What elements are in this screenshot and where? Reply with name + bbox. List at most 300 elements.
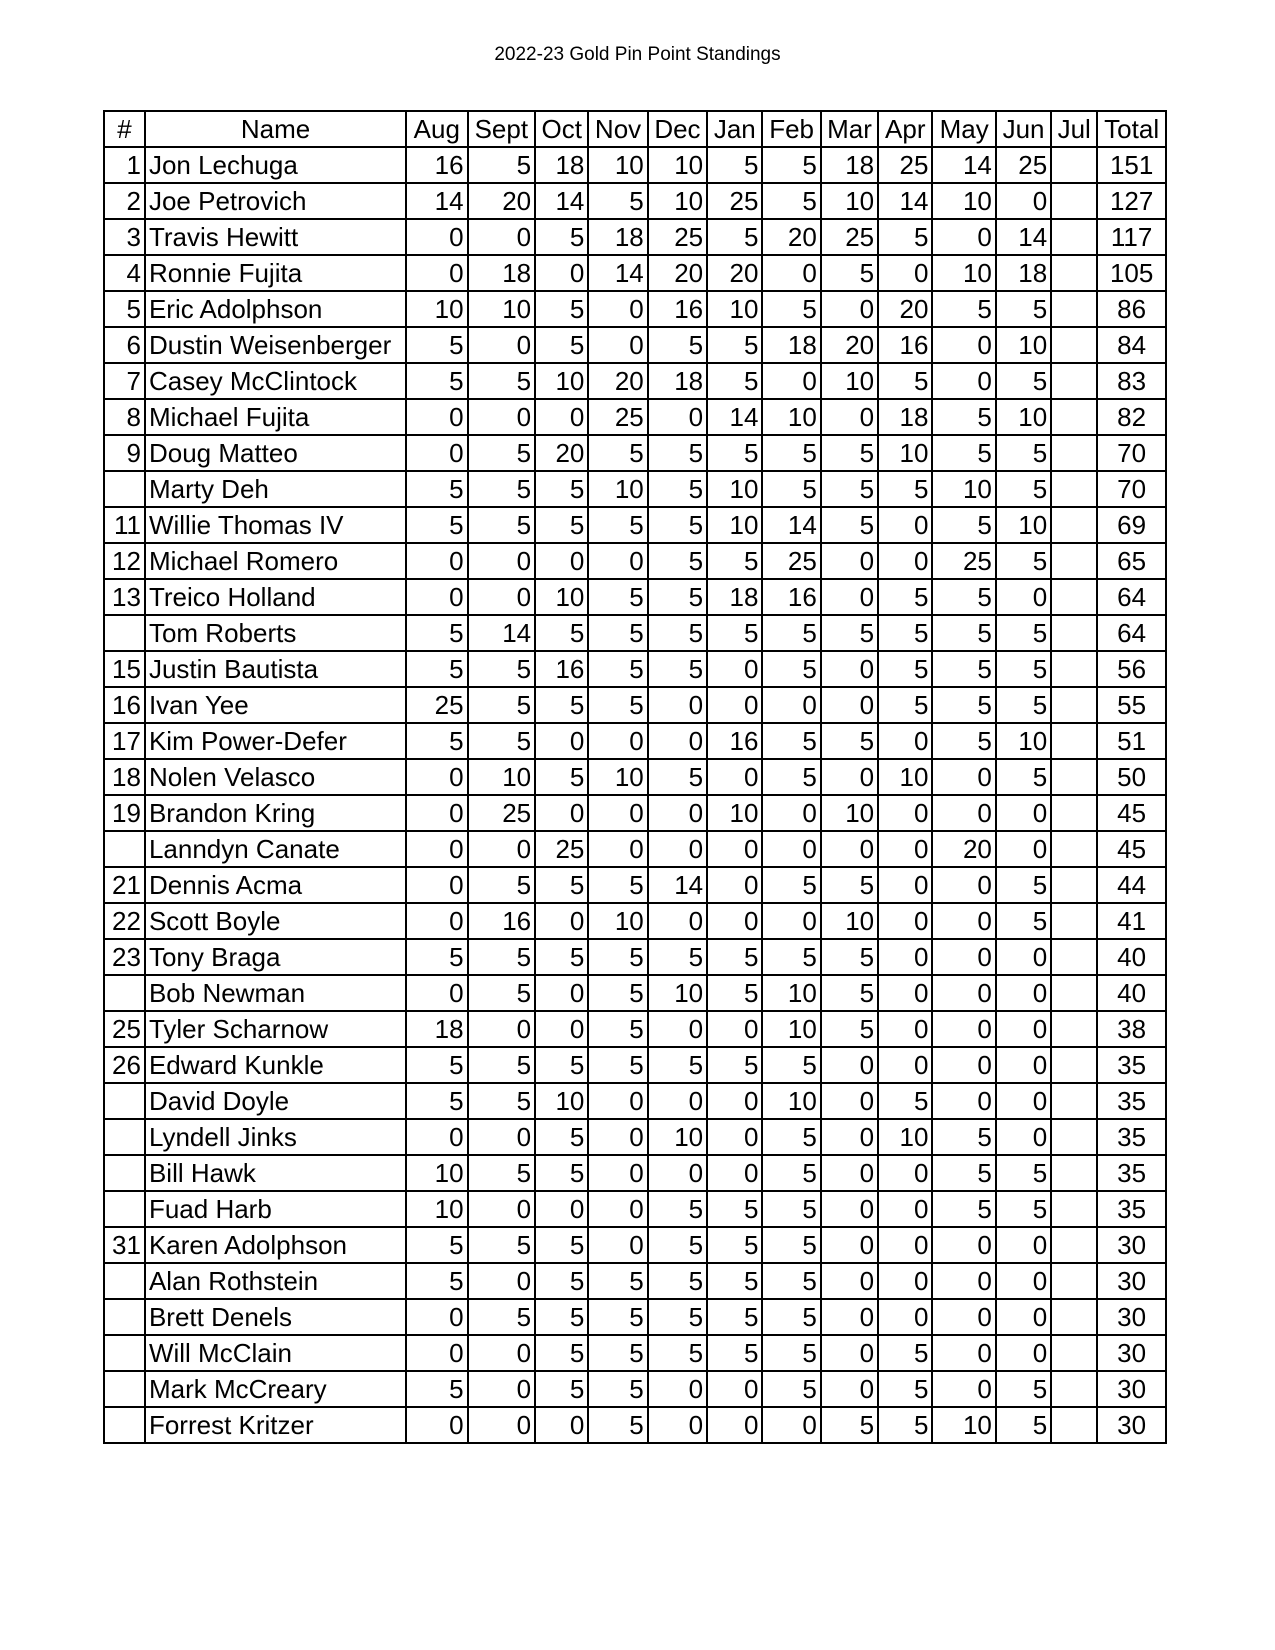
score-cell-jul xyxy=(1051,795,1097,831)
score-cell-dec: 5 xyxy=(648,543,707,579)
score-cell-sept: 5 xyxy=(468,363,536,399)
score-cell-feb: 5 xyxy=(762,615,820,651)
score-cell-aug: 0 xyxy=(406,975,467,1011)
score-cell-dec: 5 xyxy=(648,1191,707,1227)
score-cell-oct: 20 xyxy=(535,435,588,471)
score-cell-dec: 5 xyxy=(648,1335,707,1371)
score-cell-apr: 0 xyxy=(878,255,932,291)
table-row xyxy=(104,759,1166,795)
score-cell-oct: 5 xyxy=(535,1047,588,1083)
score-cell-oct: 5 xyxy=(535,1119,588,1155)
score-cell-mar: 0 xyxy=(821,543,878,579)
name-cell: Forrest Kritzer xyxy=(145,1407,406,1443)
score-cell-apr: 10 xyxy=(878,759,932,795)
table-row xyxy=(104,183,1166,219)
rank-cell xyxy=(104,1119,145,1155)
score-cell-nov: 5 xyxy=(588,867,647,903)
score-cell-sept: 5 xyxy=(468,975,536,1011)
score-cell-jan: 0 xyxy=(707,831,762,867)
score-cell-jul xyxy=(1051,1083,1097,1119)
column-header-name: Name xyxy=(145,111,406,147)
score-cell-jan: 5 xyxy=(707,1299,762,1335)
score-cell-jul xyxy=(1051,1299,1097,1335)
score-cell-sept: 5 xyxy=(468,1083,536,1119)
total-cell: 35 xyxy=(1097,1119,1166,1155)
score-cell-jun: 0 xyxy=(996,1083,1051,1119)
name-cell: Bill Hawk xyxy=(145,1155,406,1191)
table-row xyxy=(104,903,1166,939)
table-row xyxy=(104,1047,1166,1083)
name-cell: Willie Thomas IV xyxy=(145,507,406,543)
total-cell: 127 xyxy=(1097,183,1166,219)
table-row xyxy=(104,1119,1166,1155)
score-cell-oct: 14 xyxy=(535,183,588,219)
score-cell-feb: 5 xyxy=(762,1047,820,1083)
score-cell-sept: 0 xyxy=(468,579,536,615)
score-cell-nov: 5 xyxy=(588,1299,647,1335)
score-cell-jan: 5 xyxy=(707,543,762,579)
score-cell-nov: 5 xyxy=(588,1335,647,1371)
score-cell-jun: 5 xyxy=(996,867,1051,903)
score-cell-may: 0 xyxy=(932,1227,995,1263)
score-cell-oct: 5 xyxy=(535,759,588,795)
table-row xyxy=(104,291,1166,327)
score-cell-mar: 0 xyxy=(821,831,878,867)
name-cell: Ivan Yee xyxy=(145,687,406,723)
name-cell: Casey McClintock xyxy=(145,363,406,399)
table-row xyxy=(104,579,1166,615)
table-row xyxy=(104,219,1166,255)
score-cell-may: 20 xyxy=(932,831,995,867)
score-cell-jan: 10 xyxy=(707,795,762,831)
rank-cell: 31 xyxy=(104,1227,145,1263)
name-cell: Scott Boyle xyxy=(145,903,406,939)
table-row xyxy=(104,255,1166,291)
score-cell-feb: 0 xyxy=(762,1407,820,1443)
score-cell-oct: 5 xyxy=(535,219,588,255)
header-row xyxy=(104,111,1166,147)
score-cell-aug: 0 xyxy=(406,1119,467,1155)
score-cell-feb: 5 xyxy=(762,1155,820,1191)
name-cell: Michael Fujita xyxy=(145,399,406,435)
score-cell-feb: 5 xyxy=(762,1263,820,1299)
score-cell-apr: 10 xyxy=(878,435,932,471)
table-row xyxy=(104,867,1166,903)
score-cell-jan: 0 xyxy=(707,1407,762,1443)
total-cell: 38 xyxy=(1097,1011,1166,1047)
score-cell-jun: 0 xyxy=(996,1047,1051,1083)
score-cell-may: 0 xyxy=(932,1047,995,1083)
score-cell-feb: 5 xyxy=(762,1335,820,1371)
score-cell-mar: 0 xyxy=(821,1119,878,1155)
score-cell-aug: 5 xyxy=(406,363,467,399)
name-cell: Mark McCreary xyxy=(145,1371,406,1407)
column-header-nov: Nov xyxy=(588,111,647,147)
name-cell: Will McClain xyxy=(145,1335,406,1371)
score-cell-jul xyxy=(1051,435,1097,471)
score-cell-aug: 0 xyxy=(406,1335,467,1371)
table-row xyxy=(104,795,1166,831)
table-row xyxy=(104,363,1166,399)
score-cell-aug: 5 xyxy=(406,1227,467,1263)
score-cell-may: 10 xyxy=(932,183,995,219)
score-cell-apr: 0 xyxy=(878,975,932,1011)
score-cell-sept: 5 xyxy=(468,723,536,759)
score-cell-oct: 0 xyxy=(535,1011,588,1047)
score-cell-nov: 25 xyxy=(588,399,647,435)
rank-cell: 16 xyxy=(104,687,145,723)
rank-cell: 21 xyxy=(104,867,145,903)
score-cell-oct: 0 xyxy=(535,1407,588,1443)
score-cell-oct: 5 xyxy=(535,687,588,723)
name-cell: David Doyle xyxy=(145,1083,406,1119)
score-cell-feb: 5 xyxy=(762,291,820,327)
score-cell-jan: 5 xyxy=(707,975,762,1011)
name-cell: Treico Holland xyxy=(145,579,406,615)
score-cell-jul xyxy=(1051,831,1097,867)
score-cell-apr: 0 xyxy=(878,1011,932,1047)
score-cell-sept: 0 xyxy=(468,543,536,579)
score-cell-sept: 0 xyxy=(468,831,536,867)
score-cell-dec: 0 xyxy=(648,831,707,867)
table-row xyxy=(104,327,1166,363)
score-cell-may: 0 xyxy=(932,219,995,255)
rank-cell: 4 xyxy=(104,255,145,291)
score-cell-sept: 16 xyxy=(468,903,536,939)
score-cell-may: 0 xyxy=(932,363,995,399)
score-cell-aug: 5 xyxy=(406,939,467,975)
score-cell-dec: 16 xyxy=(648,291,707,327)
score-cell-apr: 5 xyxy=(878,615,932,651)
score-cell-feb: 5 xyxy=(762,723,820,759)
score-cell-aug: 0 xyxy=(406,903,467,939)
score-cell-jan: 0 xyxy=(707,867,762,903)
score-cell-sept: 0 xyxy=(468,1263,536,1299)
score-cell-nov: 5 xyxy=(588,615,647,651)
score-cell-may: 0 xyxy=(932,795,995,831)
rank-cell xyxy=(104,1155,145,1191)
score-cell-apr: 10 xyxy=(878,1119,932,1155)
score-cell-jan: 0 xyxy=(707,1155,762,1191)
score-cell-apr: 5 xyxy=(878,219,932,255)
total-cell: 56 xyxy=(1097,651,1166,687)
score-cell-dec: 5 xyxy=(648,1299,707,1335)
score-cell-jun: 18 xyxy=(996,255,1051,291)
total-cell: 82 xyxy=(1097,399,1166,435)
table-row xyxy=(104,435,1166,471)
total-cell: 40 xyxy=(1097,939,1166,975)
score-cell-feb: 16 xyxy=(762,579,820,615)
rank-cell: 15 xyxy=(104,651,145,687)
score-cell-may: 5 xyxy=(932,723,995,759)
column-header-sept: Sept xyxy=(468,111,536,147)
score-cell-may: 0 xyxy=(932,975,995,1011)
score-cell-aug: 0 xyxy=(406,831,467,867)
score-cell-jan: 10 xyxy=(707,471,762,507)
score-cell-jun: 5 xyxy=(996,363,1051,399)
score-cell-jul xyxy=(1051,615,1097,651)
score-cell-sept: 5 xyxy=(468,939,536,975)
rank-cell: 5 xyxy=(104,291,145,327)
name-cell: Justin Bautista xyxy=(145,651,406,687)
score-cell-jun: 5 xyxy=(996,1371,1051,1407)
score-cell-oct: 5 xyxy=(535,327,588,363)
score-cell-apr: 25 xyxy=(878,147,932,183)
score-cell-nov: 5 xyxy=(588,507,647,543)
score-cell-dec: 5 xyxy=(648,651,707,687)
score-cell-may: 0 xyxy=(932,327,995,363)
score-cell-apr: 0 xyxy=(878,795,932,831)
name-cell: Travis Hewitt xyxy=(145,219,406,255)
score-cell-dec: 5 xyxy=(648,327,707,363)
score-cell-jan: 0 xyxy=(707,759,762,795)
score-cell-oct: 18 xyxy=(535,147,588,183)
score-cell-nov: 0 xyxy=(588,327,647,363)
score-cell-apr: 0 xyxy=(878,723,932,759)
score-cell-oct: 10 xyxy=(535,1083,588,1119)
score-cell-jan: 18 xyxy=(707,579,762,615)
name-cell: Ronnie Fujita xyxy=(145,255,406,291)
score-cell-may: 5 xyxy=(932,291,995,327)
score-cell-aug: 5 xyxy=(406,651,467,687)
score-cell-sept: 5 xyxy=(468,867,536,903)
score-cell-jul xyxy=(1051,1011,1097,1047)
score-cell-sept: 5 xyxy=(468,1155,536,1191)
score-cell-oct: 5 xyxy=(535,471,588,507)
score-cell-jun: 10 xyxy=(996,723,1051,759)
rank-cell: 1 xyxy=(104,147,145,183)
score-cell-feb: 5 xyxy=(762,183,820,219)
score-cell-dec: 5 xyxy=(648,1227,707,1263)
score-cell-apr: 18 xyxy=(878,399,932,435)
table-row xyxy=(104,1335,1166,1371)
score-cell-may: 0 xyxy=(932,1299,995,1335)
score-cell-jan: 5 xyxy=(707,1335,762,1371)
rank-cell: 12 xyxy=(104,543,145,579)
score-cell-dec: 5 xyxy=(648,1047,707,1083)
score-cell-jun: 5 xyxy=(996,903,1051,939)
score-cell-mar: 10 xyxy=(821,363,878,399)
score-cell-mar: 5 xyxy=(821,939,878,975)
score-cell-jul xyxy=(1051,1119,1097,1155)
name-cell: Dennis Acma xyxy=(145,867,406,903)
total-cell: 35 xyxy=(1097,1047,1166,1083)
total-cell: 117 xyxy=(1097,219,1166,255)
score-cell-sept: 20 xyxy=(468,183,536,219)
score-cell-dec: 5 xyxy=(648,471,707,507)
score-cell-mar: 5 xyxy=(821,975,878,1011)
score-cell-feb: 5 xyxy=(762,435,820,471)
score-cell-jun: 5 xyxy=(996,1155,1051,1191)
score-cell-may: 5 xyxy=(932,579,995,615)
score-cell-may: 0 xyxy=(932,939,995,975)
score-cell-mar: 0 xyxy=(821,1371,878,1407)
score-cell-jul xyxy=(1051,939,1097,975)
score-cell-aug: 0 xyxy=(406,867,467,903)
score-cell-nov: 0 xyxy=(588,291,647,327)
score-cell-mar: 0 xyxy=(821,399,878,435)
score-cell-may: 5 xyxy=(932,615,995,651)
score-cell-jul xyxy=(1051,1155,1097,1191)
score-cell-jul xyxy=(1051,147,1097,183)
rank-cell xyxy=(104,1407,145,1443)
score-cell-aug: 0 xyxy=(406,579,467,615)
score-cell-mar: 5 xyxy=(821,1011,878,1047)
name-cell: Bob Newman xyxy=(145,975,406,1011)
score-cell-feb: 5 xyxy=(762,1191,820,1227)
score-cell-dec: 0 xyxy=(648,1371,707,1407)
score-cell-apr: 0 xyxy=(878,1263,932,1299)
column-header-rank: # xyxy=(104,111,145,147)
score-cell-jul xyxy=(1051,543,1097,579)
score-cell-nov: 10 xyxy=(588,147,647,183)
score-cell-sept: 5 xyxy=(468,1299,536,1335)
score-cell-sept: 0 xyxy=(468,327,536,363)
rank-cell xyxy=(104,471,145,507)
name-cell: Nolen Velasco xyxy=(145,759,406,795)
table-row xyxy=(104,543,1166,579)
score-cell-feb: 0 xyxy=(762,255,820,291)
score-cell-jul xyxy=(1051,687,1097,723)
score-cell-jul xyxy=(1051,183,1097,219)
score-cell-nov: 5 xyxy=(588,1407,647,1443)
score-cell-nov: 10 xyxy=(588,471,647,507)
score-cell-jan: 0 xyxy=(707,1011,762,1047)
score-cell-dec: 10 xyxy=(648,183,707,219)
score-cell-jun: 5 xyxy=(996,291,1051,327)
score-cell-apr: 0 xyxy=(878,1299,932,1335)
name-cell: Doug Matteo xyxy=(145,435,406,471)
score-cell-may: 0 xyxy=(932,867,995,903)
score-cell-aug: 0 xyxy=(406,795,467,831)
score-cell-oct: 5 xyxy=(535,1299,588,1335)
column-header-may: May xyxy=(932,111,995,147)
column-header-feb: Feb xyxy=(762,111,820,147)
score-cell-jun: 5 xyxy=(996,1191,1051,1227)
score-cell-jul xyxy=(1051,363,1097,399)
score-cell-mar: 0 xyxy=(821,1335,878,1371)
score-cell-jul xyxy=(1051,1263,1097,1299)
score-cell-feb: 18 xyxy=(762,327,820,363)
score-cell-oct: 5 xyxy=(535,1371,588,1407)
score-cell-nov: 5 xyxy=(588,1011,647,1047)
score-cell-apr: 5 xyxy=(878,651,932,687)
score-cell-jan: 5 xyxy=(707,939,762,975)
score-cell-may: 10 xyxy=(932,1407,995,1443)
total-cell: 30 xyxy=(1097,1299,1166,1335)
score-cell-dec: 5 xyxy=(648,507,707,543)
score-cell-apr: 5 xyxy=(878,687,932,723)
table-row xyxy=(104,723,1166,759)
table-row xyxy=(104,975,1166,1011)
score-cell-dec: 0 xyxy=(648,1011,707,1047)
score-cell-sept: 14 xyxy=(468,615,536,651)
score-cell-mar: 0 xyxy=(821,1083,878,1119)
score-cell-feb: 5 xyxy=(762,1227,820,1263)
score-cell-jun: 10 xyxy=(996,327,1051,363)
score-cell-nov: 0 xyxy=(588,723,647,759)
score-cell-dec: 0 xyxy=(648,1083,707,1119)
column-header-jan: Jan xyxy=(707,111,762,147)
score-cell-aug: 5 xyxy=(406,327,467,363)
score-cell-may: 5 xyxy=(932,1119,995,1155)
score-cell-mar: 10 xyxy=(821,795,878,831)
score-cell-aug: 5 xyxy=(406,507,467,543)
score-cell-sept: 0 xyxy=(468,1119,536,1155)
score-cell-jan: 10 xyxy=(707,507,762,543)
score-cell-jan: 25 xyxy=(707,183,762,219)
score-cell-oct: 5 xyxy=(535,291,588,327)
score-cell-jan: 5 xyxy=(707,615,762,651)
score-cell-jun: 0 xyxy=(996,1119,1051,1155)
score-cell-jan: 16 xyxy=(707,723,762,759)
score-cell-feb: 5 xyxy=(762,1299,820,1335)
score-cell-jun: 0 xyxy=(996,831,1051,867)
score-cell-may: 5 xyxy=(932,1191,995,1227)
score-cell-mar: 5 xyxy=(821,471,878,507)
total-cell: 35 xyxy=(1097,1155,1166,1191)
score-cell-aug: 5 xyxy=(406,1371,467,1407)
score-cell-jan: 5 xyxy=(707,1047,762,1083)
score-cell-jun: 14 xyxy=(996,219,1051,255)
score-cell-apr: 20 xyxy=(878,291,932,327)
score-cell-jan: 5 xyxy=(707,219,762,255)
score-cell-jun: 5 xyxy=(996,435,1051,471)
rank-cell xyxy=(104,1371,145,1407)
score-cell-dec: 5 xyxy=(648,1263,707,1299)
score-cell-sept: 0 xyxy=(468,1011,536,1047)
score-cell-jun: 5 xyxy=(996,759,1051,795)
column-header-mar: Mar xyxy=(821,111,878,147)
score-cell-may: 5 xyxy=(932,507,995,543)
score-cell-apr: 5 xyxy=(878,1083,932,1119)
score-cell-jan: 14 xyxy=(707,399,762,435)
score-cell-nov: 5 xyxy=(588,183,647,219)
score-cell-oct: 10 xyxy=(535,579,588,615)
score-cell-oct: 0 xyxy=(535,543,588,579)
total-cell: 41 xyxy=(1097,903,1166,939)
rank-cell: 19 xyxy=(104,795,145,831)
rank-cell: 23 xyxy=(104,939,145,975)
name-cell: Brandon Kring xyxy=(145,795,406,831)
table-row xyxy=(104,1083,1166,1119)
score-cell-feb: 0 xyxy=(762,795,820,831)
score-cell-sept: 5 xyxy=(468,1047,536,1083)
total-cell: 83 xyxy=(1097,363,1166,399)
score-cell-may: 0 xyxy=(932,1011,995,1047)
name-cell: Marty Deh xyxy=(145,471,406,507)
score-cell-dec: 5 xyxy=(648,939,707,975)
score-cell-feb: 0 xyxy=(762,687,820,723)
total-cell: 64 xyxy=(1097,615,1166,651)
rank-cell xyxy=(104,831,145,867)
rank-cell: 25 xyxy=(104,1011,145,1047)
table-row xyxy=(104,831,1166,867)
table-row xyxy=(104,471,1166,507)
score-cell-sept: 25 xyxy=(468,795,536,831)
score-cell-jan: 0 xyxy=(707,903,762,939)
score-cell-aug: 0 xyxy=(406,1299,467,1335)
score-cell-oct: 0 xyxy=(535,975,588,1011)
score-cell-apr: 14 xyxy=(878,183,932,219)
score-cell-sept: 5 xyxy=(468,471,536,507)
score-cell-oct: 5 xyxy=(535,1227,588,1263)
score-cell-nov: 10 xyxy=(588,759,647,795)
score-cell-aug: 10 xyxy=(406,291,467,327)
score-cell-nov: 5 xyxy=(588,939,647,975)
score-cell-jun: 5 xyxy=(996,543,1051,579)
page-title: 2022-23 Gold Pin Point Standings xyxy=(494,44,781,65)
